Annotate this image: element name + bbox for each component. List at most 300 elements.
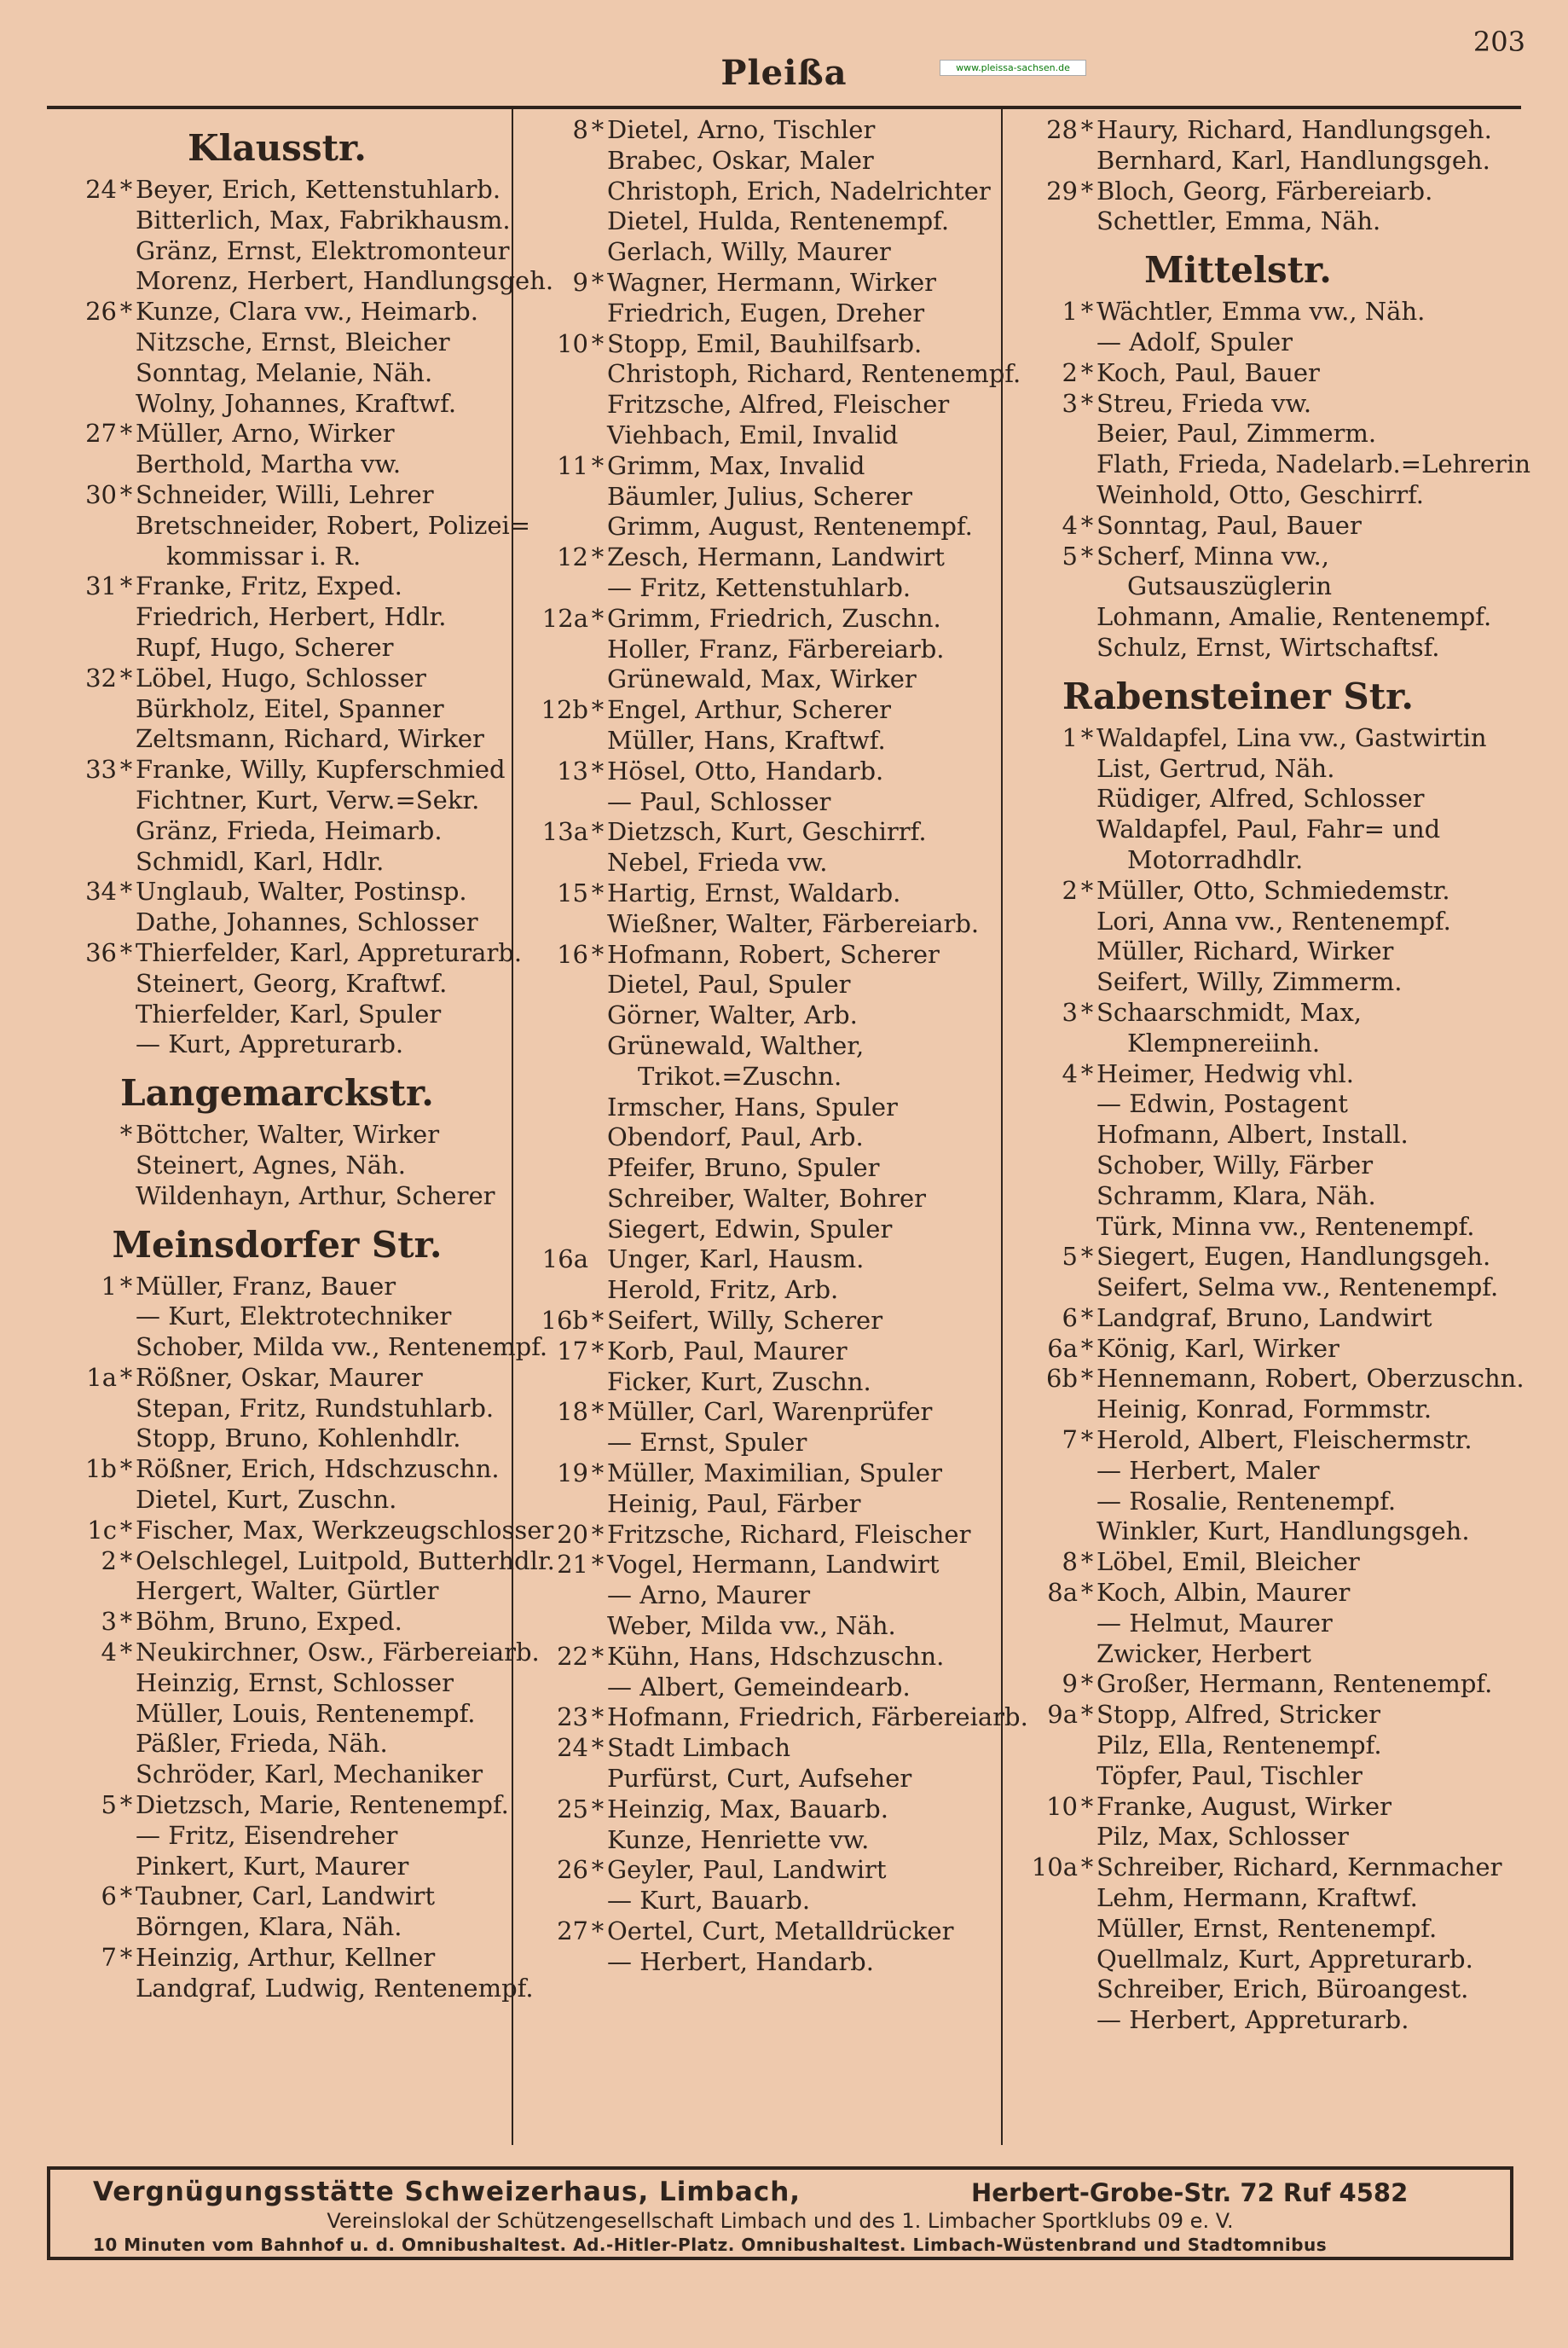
owner-star-mark: * bbox=[1080, 297, 1094, 327]
resident-name: Bürkholz, Eitel, Spanner bbox=[136, 693, 444, 723]
house-number: 10a bbox=[1031, 1852, 1078, 1882]
resident-name: Steinert, Agnes, Näh. bbox=[136, 1150, 406, 1180]
resident-name: Fritzsche, Alfred, Fleischer bbox=[607, 390, 950, 420]
house-number: 26 bbox=[557, 1855, 588, 1885]
directory-entry bbox=[47, 1272, 507, 1302]
resident-name: Heimer, Hedwig vhl. bbox=[1096, 1058, 1354, 1088]
house-number: 5 bbox=[101, 1790, 117, 1820]
directory-entry bbox=[47, 480, 507, 511]
owner-star-mark: * bbox=[1080, 1578, 1094, 1608]
resident-name: Kunze, Clara vw., Heimarb. bbox=[136, 297, 478, 327]
resident-name: Müller, Ernst, Rentenempf. bbox=[1096, 1913, 1438, 1943]
resident-name: — Fritz, Kettenstuhlarb. bbox=[607, 572, 911, 602]
owner-star-mark: * bbox=[119, 1638, 133, 1667]
owner-star-mark: * bbox=[119, 1120, 133, 1150]
resident-name: Bäumler, Julius, Scherer bbox=[607, 481, 913, 511]
house-number: 2 bbox=[1062, 875, 1078, 905]
resident-name: Töpfer, Paul, Tischler bbox=[1096, 1760, 1363, 1790]
resident-name: Heinzig, Max, Bauarb. bbox=[607, 1794, 888, 1823]
owner-star-mark: * bbox=[1080, 1791, 1094, 1821]
page-header-title: Pleißa bbox=[720, 53, 848, 93]
directory-entry bbox=[518, 695, 996, 726]
resident-name: Zesch, Hermann, Landwirt bbox=[607, 542, 945, 572]
resident-name-continuation: kommissar i. R. bbox=[166, 541, 362, 571]
resident-name: Heinig, Konrad, Formmstr. bbox=[1096, 1394, 1432, 1424]
resident-name: Pinkert, Kurt, Maurer bbox=[136, 1851, 409, 1881]
house-number: 27 bbox=[85, 419, 117, 449]
resident-name: — Rosalie, Rentenempf. bbox=[1096, 1486, 1397, 1516]
resident-name: Christoph, Richard, Rentenempf. bbox=[607, 359, 1021, 389]
house-number: 16b bbox=[541, 1306, 588, 1336]
directory-entry bbox=[47, 1881, 507, 1912]
owner-star-mark: * bbox=[591, 1855, 605, 1885]
owner-star-mark: * bbox=[1080, 115, 1094, 144]
resident-name: Koch, Albin, Maurer bbox=[1096, 1578, 1351, 1608]
resident-name: Geyler, Paul, Landwirt bbox=[607, 1855, 887, 1885]
resident-name: Schaarschmidt, Max, bbox=[1096, 997, 1363, 1027]
resident-name: König, Karl, Wirker bbox=[1096, 1333, 1339, 1363]
resident-name: Waldapfel, Lina vw., Gastwirtin bbox=[1096, 722, 1487, 752]
resident-name: Herold, Fritz, Arb. bbox=[607, 1275, 839, 1305]
resident-name-continuation: Gutsauszüglerin bbox=[1127, 571, 1333, 601]
owner-star-mark: * bbox=[591, 115, 605, 144]
owner-star-mark: * bbox=[119, 1943, 133, 1973]
resident-name: Müller, Richard, Wirker bbox=[1096, 936, 1394, 966]
directory-entry bbox=[518, 940, 996, 971]
owner-star-mark: * bbox=[591, 756, 605, 786]
house-number: 6b bbox=[1045, 1364, 1078, 1394]
house-number: 4 bbox=[101, 1638, 117, 1667]
resident-name: Wießner, Walter, Färbereiarb. bbox=[607, 908, 980, 938]
house-number: 18 bbox=[557, 1397, 588, 1427]
resident-name: Thierfelder, Karl, Spuler bbox=[136, 999, 442, 1029]
directory-entry bbox=[47, 1607, 507, 1638]
resident-name: — Arno, Maurer bbox=[607, 1580, 811, 1610]
resident-name: Obendorf, Paul, Arb. bbox=[607, 1122, 864, 1152]
resident-name: Dietzsch, Kurt, Geschirrf. bbox=[607, 817, 927, 847]
owner-star-mark: * bbox=[1080, 510, 1094, 540]
directory-entry bbox=[47, 1638, 540, 1668]
column-2 bbox=[518, 115, 1028, 2145]
resident-name: Kunze, Henriette vw. bbox=[607, 1824, 870, 1854]
directory-entry bbox=[47, 664, 507, 694]
resident-name: Vogel, Hermann, Landwirt bbox=[607, 1550, 940, 1580]
resident-name: Franke, Willy, Kupferschmied bbox=[136, 755, 506, 785]
house-number: 22 bbox=[557, 1641, 588, 1671]
owner-star-mark: * bbox=[119, 479, 133, 509]
directory-entry bbox=[47, 1120, 507, 1151]
resident-name: Weber, Milda vw., Näh. bbox=[607, 1611, 896, 1641]
resident-name: Wildenhayn, Arthur, Scherer bbox=[136, 1180, 495, 1210]
owner-star-mark: * bbox=[591, 1733, 605, 1763]
owner-star-mark: * bbox=[119, 1545, 133, 1575]
owner-star-mark: * bbox=[1080, 176, 1094, 206]
owner-star-mark: * bbox=[1080, 875, 1094, 905]
street-heading: Rabensteiner Str. bbox=[1062, 675, 1415, 717]
directory-entry bbox=[1008, 1364, 1525, 1394]
resident-name: Winkler, Kurt, Handlungsgeh. bbox=[1096, 1516, 1470, 1546]
resident-name: — Fritz, Eisendreher bbox=[136, 1820, 398, 1850]
resident-name: Franke, Fritz, Exped. bbox=[136, 571, 402, 601]
resident-name: Steinert, Georg, Kraftwf. bbox=[136, 968, 448, 998]
directory-entry bbox=[1008, 358, 1468, 389]
house-number: 1 bbox=[1062, 297, 1078, 327]
resident-name: Dietzsch, Marie, Rentenempf. bbox=[136, 1790, 509, 1820]
house-number: 24 bbox=[557, 1733, 588, 1763]
resident-name: Viehbach, Emil, Invalid bbox=[607, 420, 899, 449]
resident-name: Thierfelder, Karl, Appreturarb. bbox=[136, 937, 523, 967]
owner-star-mark: * bbox=[119, 1271, 133, 1301]
directory-entry bbox=[1008, 1242, 1491, 1273]
resident-name: Pilz, Max, Schlosser bbox=[1096, 1822, 1349, 1852]
owner-star-mark: * bbox=[591, 817, 605, 847]
resident-name: Beier, Paul, Zimmerm. bbox=[1096, 419, 1377, 449]
resident-name: Stadt Limbach bbox=[607, 1733, 791, 1763]
resident-name: Morenz, Herbert, Handlungsgeh. bbox=[136, 266, 554, 296]
resident-name: Sonntag, Paul, Bauer bbox=[1096, 510, 1362, 540]
resident-name: Seifert, Willy, Zimmerm. bbox=[1096, 967, 1403, 997]
house-number: 5 bbox=[1062, 541, 1078, 571]
resident-name: — Kurt, Elektrotechniker bbox=[136, 1302, 452, 1331]
owner-star-mark: * bbox=[119, 877, 133, 907]
directory-entry bbox=[518, 1244, 996, 1275]
resident-name: — Kurt, Bauarb. bbox=[607, 1886, 811, 1916]
resident-name: Löbel, Emil, Bleicher bbox=[1096, 1547, 1360, 1577]
resident-name: Weinhold, Otto, Geschirrf. bbox=[1096, 479, 1424, 509]
advertisement-box bbox=[47, 2166, 1513, 2260]
resident-name: Gränz, Frieda, Heimarb. bbox=[136, 815, 443, 845]
house-number: 6 bbox=[1062, 1302, 1078, 1332]
resident-name: List, Gertrud, Näh. bbox=[1096, 753, 1335, 783]
house-number: 17 bbox=[557, 1336, 588, 1365]
house-number: 9a bbox=[1047, 1700, 1078, 1730]
resident-name: Müller, Louis, Rentenempf. bbox=[136, 1698, 476, 1728]
directory-entry bbox=[1008, 722, 1487, 754]
resident-name: Kühn, Hans, Hdschzuschn. bbox=[607, 1641, 945, 1671]
house-number: 33 bbox=[85, 755, 117, 785]
house-number: 31 bbox=[85, 571, 117, 601]
house-number: 29 bbox=[1046, 176, 1078, 206]
owner-star-mark: * bbox=[1080, 722, 1094, 752]
resident-name: Hartig, Ernst, Waldarb. bbox=[607, 878, 901, 907]
directory-entry bbox=[1008, 1852, 1502, 1883]
owner-star-mark: * bbox=[1080, 1333, 1094, 1363]
house-number: 1a bbox=[86, 1362, 117, 1392]
directory-entry bbox=[47, 937, 523, 969]
house-number: 13a bbox=[541, 817, 588, 847]
resident-name: Müller, Hans, Kraftwf. bbox=[607, 725, 886, 755]
resident-name: Dathe, Johannes, Schlosser bbox=[136, 907, 478, 937]
resident-name: Hofmann, Albert, Install. bbox=[1096, 1120, 1409, 1150]
resident-name: Landgraf, Bruno, Landwirt bbox=[1096, 1302, 1432, 1332]
house-number: 7 bbox=[101, 1943, 117, 1973]
resident-name: Purfürst, Curt, Aufseher bbox=[607, 1764, 912, 1794]
house-number: 8 bbox=[1062, 1547, 1078, 1577]
resident-name: Schmidl, Karl, Hdlr. bbox=[136, 846, 385, 876]
resident-name: Christoph, Erich, Nadelrichter bbox=[607, 176, 991, 206]
owner-star-mark: * bbox=[1080, 1852, 1094, 1882]
directory-entry bbox=[47, 877, 507, 907]
resident-name: Schober, Willy, Färber bbox=[1096, 1150, 1374, 1180]
directory-entry bbox=[47, 1515, 554, 1546]
directory-entry bbox=[518, 1520, 996, 1551]
resident-name: Grünewald, Walther, bbox=[607, 1030, 865, 1060]
owner-star-mark: * bbox=[119, 1790, 133, 1820]
resident-name: Nebel, Frieda vw. bbox=[607, 848, 828, 878]
house-number: 23 bbox=[557, 1702, 588, 1732]
owner-star-mark: * bbox=[119, 1881, 133, 1911]
directory-entry bbox=[47, 1790, 507, 1821]
directory-entry bbox=[518, 1733, 996, 1764]
resident-name: Bloch, Georg, Färbereiarb. bbox=[1096, 176, 1433, 206]
owner-star-mark: * bbox=[591, 1702, 605, 1732]
directory-entry bbox=[518, 757, 996, 787]
owner-star-mark: * bbox=[1080, 357, 1094, 387]
resident-name: Bretschneider, Robert, Polizei= bbox=[136, 510, 531, 540]
owner-star-mark: * bbox=[1080, 541, 1094, 571]
resident-name: Schober, Milda vw., Rentenempf. bbox=[136, 1332, 548, 1362]
resident-name: Haury, Richard, Handlungsgeh. bbox=[1096, 115, 1492, 144]
owner-star-mark bbox=[588, 1244, 607, 1275]
resident-name: Lohmann, Amalie, Rentenempf. bbox=[1096, 602, 1492, 632]
directory-entry bbox=[518, 1642, 996, 1673]
resident-name: Irmscher, Hans, Spuler bbox=[607, 1092, 898, 1122]
directory-entry bbox=[1008, 297, 1468, 328]
resident-name: Fichtner, Kurt, Verw.=Sekr. bbox=[136, 785, 480, 815]
advert-line-2: Vereinslokal der Schützengesellschaft Limbach und des 1. Limbacher Sportklubs 09 e. V. bbox=[327, 2209, 1234, 2233]
owner-star-mark: * bbox=[591, 1458, 605, 1488]
resident-name: Gerlach, Willy, Maurer bbox=[607, 237, 891, 267]
owner-star-mark: * bbox=[1080, 1058, 1094, 1088]
resident-name: Taubner, Carl, Landwirt bbox=[136, 1881, 436, 1911]
directory-entry bbox=[1008, 998, 1468, 1029]
resident-name: Bernhard, Karl, Handlungsgeh. bbox=[1096, 145, 1490, 175]
house-number: 3 bbox=[101, 1607, 117, 1637]
house-number: 7 bbox=[1062, 1425, 1078, 1455]
house-number: 10 bbox=[557, 328, 588, 358]
resident-name: Börngen, Klara, Näh. bbox=[136, 1912, 402, 1942]
resident-name: Heinig, Paul, Färber bbox=[607, 1488, 861, 1518]
resident-name: Schreiber, Richard, Kernmacher bbox=[1096, 1852, 1502, 1882]
watermark-label: www.pleissa-sachsen.de bbox=[940, 60, 1086, 76]
directory-entry bbox=[47, 175, 507, 206]
house-number: 16a bbox=[541, 1244, 588, 1274]
owner-star-mark: * bbox=[591, 1550, 605, 1580]
house-number: 4 bbox=[1062, 1058, 1078, 1088]
resident-name: Dietel, Hulda, Rentenempf. bbox=[607, 206, 950, 236]
resident-name: Schreiber, Erich, Büroangest. bbox=[1096, 1974, 1469, 2004]
directory-entry bbox=[1008, 1059, 1468, 1090]
owner-star-mark: * bbox=[591, 1794, 605, 1823]
directory-entry bbox=[518, 1458, 996, 1489]
house-number: 5 bbox=[1062, 1242, 1078, 1272]
resident-name: Hofmann, Friedrich, Färbereiarb. bbox=[607, 1702, 1028, 1732]
house-number: 11 bbox=[557, 450, 588, 480]
resident-name: — Edwin, Postagent bbox=[1096, 1089, 1348, 1119]
street-heading: Klausstr. bbox=[188, 127, 367, 169]
house-number: 12b bbox=[541, 695, 588, 725]
resident-name: — Herbert, Appreturarb. bbox=[1096, 2005, 1409, 2035]
resident-name: Friedrich, Herbert, Hdlr. bbox=[136, 602, 447, 632]
resident-name: Müller, Carl, Warenprüfer bbox=[607, 1397, 933, 1427]
resident-name: Hofmann, Robert, Scherer bbox=[607, 939, 940, 969]
resident-name: Siegert, Edwin, Spuler bbox=[607, 1214, 893, 1244]
house-number: 3 bbox=[1062, 997, 1078, 1027]
resident-name: Stepan, Fritz, Rundstuhlarb. bbox=[136, 1393, 495, 1423]
owner-star-mark: * bbox=[1080, 997, 1094, 1027]
house-number: 28 bbox=[1046, 115, 1078, 144]
directory-entry bbox=[518, 1855, 996, 1886]
resident-name: Pilz, Ella, Rentenempf. bbox=[1096, 1731, 1382, 1760]
street-heading: Mittelstr. bbox=[1144, 249, 1332, 292]
directory-entry bbox=[1008, 1669, 1493, 1700]
house-number: 6 bbox=[101, 1881, 117, 1911]
column-divider-2 bbox=[1001, 109, 1003, 2145]
resident-name: Schettler, Emma, Näh. bbox=[1096, 206, 1381, 236]
owner-star-mark: * bbox=[591, 1397, 605, 1427]
house-number: 16 bbox=[557, 939, 588, 969]
resident-name: Schneider, Willi, Lehrer bbox=[136, 479, 434, 509]
directory-entry bbox=[1008, 1303, 1468, 1334]
directory-entry bbox=[518, 1550, 996, 1580]
resident-name: Stopp, Bruno, Kohlenhdlr. bbox=[136, 1423, 461, 1453]
resident-name: Großer, Hermann, Rentenempf. bbox=[1096, 1669, 1493, 1699]
owner-star-mark: * bbox=[1080, 1547, 1094, 1577]
owner-star-mark: * bbox=[591, 1519, 605, 1549]
resident-name: Dietel, Arno, Tischler bbox=[607, 115, 876, 144]
owner-star-mark: * bbox=[119, 1515, 133, 1545]
house-number: 8 bbox=[572, 115, 588, 144]
directory-entry bbox=[518, 542, 996, 573]
house-number bbox=[47, 1120, 117, 1151]
resident-name: Streu, Frieda vw. bbox=[1096, 388, 1312, 418]
directory-entry bbox=[518, 1794, 996, 1825]
directory-entry bbox=[47, 1454, 507, 1485]
resident-name: Scherf, Minna vw., bbox=[1096, 541, 1329, 571]
house-number: 12a bbox=[541, 603, 588, 633]
resident-name: Korb, Paul, Maurer bbox=[607, 1336, 848, 1365]
owner-star-mark: * bbox=[591, 450, 605, 480]
resident-name: Seifert, Willy, Scherer bbox=[607, 1306, 883, 1336]
resident-name: Friedrich, Eugen, Dreher bbox=[607, 298, 925, 328]
column-3 bbox=[1008, 115, 1531, 2145]
resident-name-continuation: Trikot.=Zuschn. bbox=[638, 1061, 842, 1091]
resident-name: Müller, Franz, Bauer bbox=[136, 1271, 396, 1301]
resident-name: Ficker, Kurt, Zuschn. bbox=[607, 1366, 871, 1396]
resident-name: — Ernst, Spuler bbox=[607, 1428, 807, 1458]
house-number: 20 bbox=[557, 1519, 588, 1549]
house-number: 4 bbox=[1062, 510, 1078, 540]
house-number: 25 bbox=[557, 1794, 588, 1823]
owner-star-mark: * bbox=[591, 878, 605, 907]
resident-name: — Herbert, Handarb. bbox=[607, 1946, 874, 1976]
house-number: 1 bbox=[101, 1271, 117, 1301]
resident-name: Lehm, Hermann, Kraftwf. bbox=[1096, 1883, 1418, 1913]
directory-entry bbox=[518, 604, 996, 635]
directory-entry bbox=[518, 268, 996, 299]
house-number: 2 bbox=[101, 1545, 117, 1575]
owner-star-mark: * bbox=[119, 663, 133, 693]
owner-star-mark: * bbox=[119, 937, 133, 967]
owner-star-mark: * bbox=[1080, 1425, 1094, 1455]
directory-entry bbox=[1008, 1334, 1468, 1365]
resident-name: Holler, Franz, Färbereiarb. bbox=[607, 634, 945, 664]
owner-star-mark: * bbox=[1080, 388, 1094, 418]
resident-name: Schreiber, Walter, Bohrer bbox=[607, 1183, 927, 1213]
resident-name: — Herbert, Maler bbox=[1096, 1455, 1320, 1485]
directory-entry bbox=[1008, 876, 1468, 907]
directory-entry bbox=[1008, 115, 1492, 146]
house-number: 15 bbox=[557, 878, 588, 907]
owner-star-mark: * bbox=[119, 175, 133, 204]
resident-name: Dietel, Paul, Spuler bbox=[607, 970, 851, 1000]
resident-name: Dietel, Kurt, Zuschn. bbox=[136, 1485, 397, 1515]
directory-entry bbox=[518, 1916, 996, 1947]
house-number: 1b bbox=[84, 1454, 117, 1484]
resident-name: Waldapfel, Paul, Fahr= und bbox=[1096, 815, 1441, 844]
column-divider-1 bbox=[512, 109, 513, 2145]
house-number: 6a bbox=[1047, 1333, 1078, 1363]
house-number: 34 bbox=[85, 877, 117, 907]
directory-entry bbox=[1008, 1425, 1473, 1456]
owner-star-mark: * bbox=[591, 328, 605, 358]
directory-entry bbox=[518, 1702, 1028, 1733]
resident-name-continuation: Motorradhdlr. bbox=[1127, 844, 1304, 874]
resident-name: Schröder, Karl, Mechaniker bbox=[136, 1760, 483, 1789]
resident-name: Siegert, Eugen, Handlungsgeh. bbox=[1096, 1242, 1491, 1272]
resident-name: Franke, August, Wirker bbox=[1096, 1791, 1392, 1821]
directory-entry bbox=[518, 1306, 996, 1336]
resident-name: Rupf, Hugo, Scherer bbox=[136, 632, 394, 662]
resident-name: Oertel, Curt, Metalldrücker bbox=[607, 1916, 954, 1946]
resident-name: Brabec, Oskar, Maler bbox=[607, 145, 874, 175]
resident-name: Fischer, Max, Werkzeugschlosser bbox=[136, 1515, 554, 1545]
resident-name: Heinzig, Ernst, Schlosser bbox=[136, 1667, 454, 1697]
owner-star-mark: * bbox=[119, 297, 133, 327]
resident-name: Rüdiger, Alfred, Schlosser bbox=[1096, 784, 1425, 814]
resident-name: — Helmut, Maurer bbox=[1096, 1608, 1333, 1638]
directory-entry bbox=[1008, 1700, 1468, 1731]
resident-name: Wolny, Johannes, Kraftwf. bbox=[136, 388, 457, 418]
directory-entry bbox=[1008, 1578, 1468, 1609]
house-number: 1c bbox=[87, 1515, 117, 1545]
owner-star-mark: * bbox=[119, 571, 133, 601]
owner-star-mark: * bbox=[591, 267, 605, 297]
resident-name: Unglaub, Walter, Postinsp. bbox=[136, 877, 467, 907]
owner-star-mark: * bbox=[1080, 1669, 1094, 1699]
owner-star-mark: * bbox=[1080, 1364, 1094, 1394]
house-number: 13 bbox=[557, 756, 588, 786]
owner-star-mark: * bbox=[591, 603, 605, 633]
resident-name: Landgraf, Ludwig, Rentenempf. bbox=[136, 1973, 534, 2003]
advert-address: Herbert-Grobe-Str. 72 Ruf 4582 bbox=[971, 2178, 1409, 2207]
house-number: 32 bbox=[85, 663, 117, 693]
directory-entry bbox=[518, 878, 996, 909]
resident-name: Müller, Maximilian, Spuler bbox=[607, 1458, 942, 1488]
resident-name: Engel, Arthur, Scherer bbox=[607, 695, 892, 725]
owner-star-mark: * bbox=[591, 939, 605, 969]
directory-entry bbox=[1008, 177, 1468, 207]
resident-name: Löbel, Hugo, Schlosser bbox=[136, 663, 426, 693]
resident-name: — Kurt, Appreturarb. bbox=[136, 1029, 404, 1059]
owner-star-mark: * bbox=[119, 419, 133, 449]
resident-name: Berthold, Martha vw. bbox=[136, 449, 402, 479]
owner-star-mark: * bbox=[119, 755, 133, 785]
resident-name: Rößner, Erich, Hdschzuschn. bbox=[136, 1454, 500, 1484]
resident-name: Grimm, Max, Invalid bbox=[607, 450, 865, 480]
resident-name: Böhm, Bruno, Exped. bbox=[136, 1607, 402, 1637]
house-number: 19 bbox=[557, 1458, 588, 1488]
